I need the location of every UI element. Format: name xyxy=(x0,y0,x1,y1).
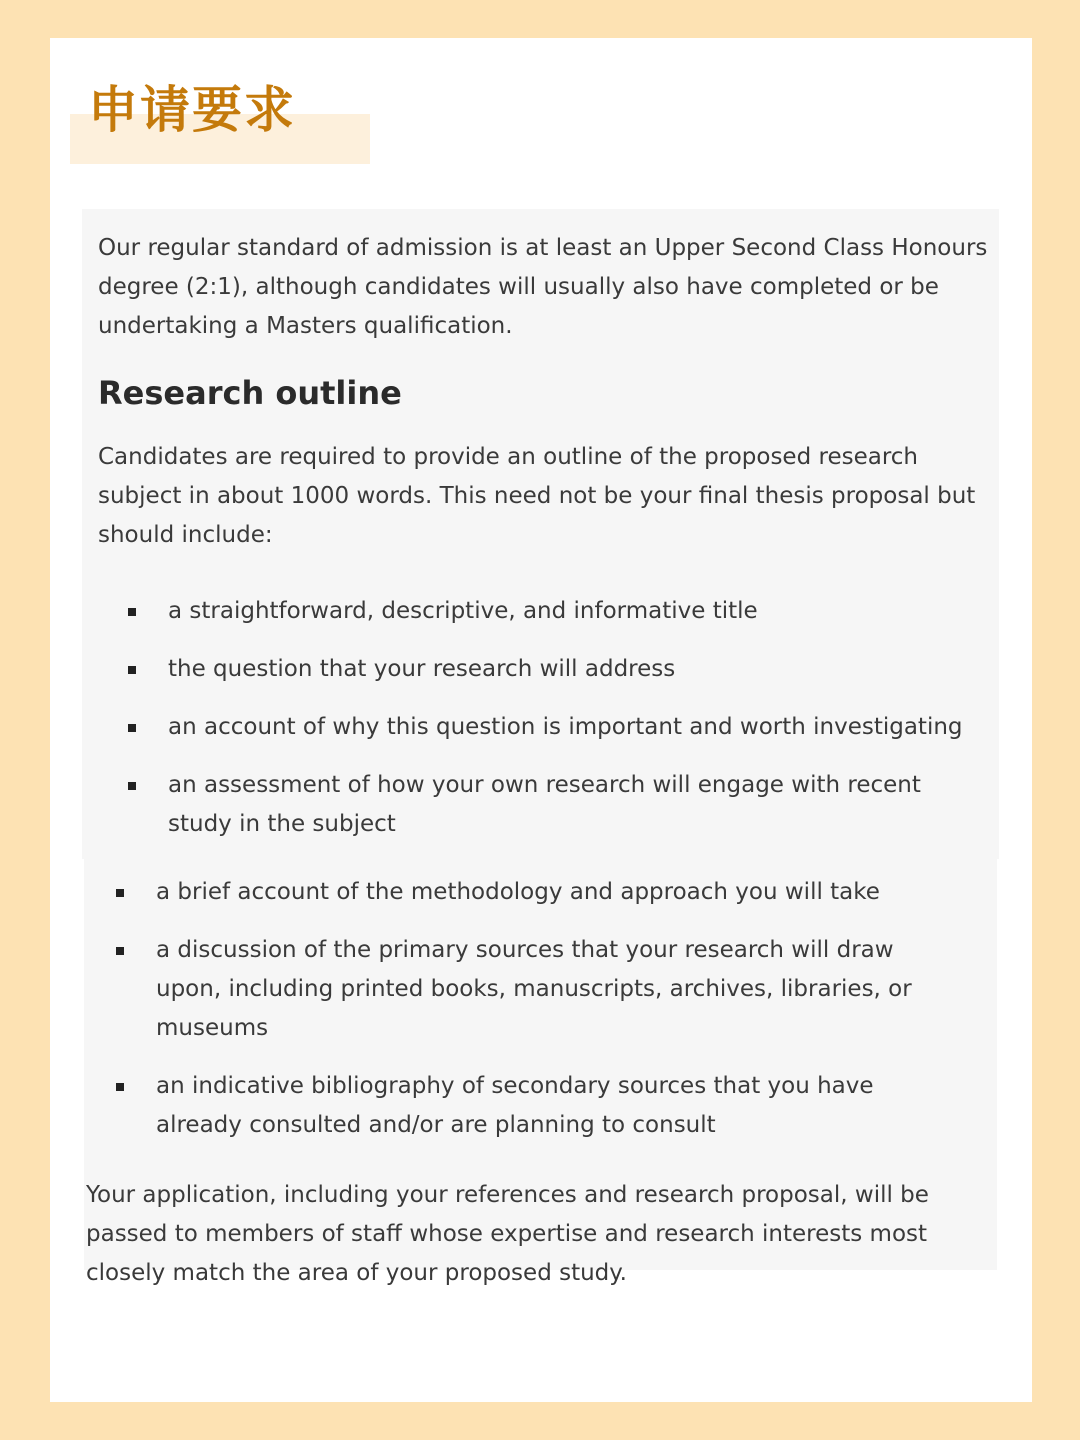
list-item xyxy=(86,1067,966,1145)
outline-list-bottom xyxy=(86,873,966,1145)
admission-standard-text: Our regular standard of admission is at least an Upper Second Class Honours degree (2:1), although candidates will usually also have completed or be undertaking a Masters qualification. xyxy=(98,235,988,339)
bullet-marker xyxy=(128,666,136,674)
research-outline-heading: Research outline xyxy=(98,374,402,412)
title-block xyxy=(70,80,370,164)
bullet-marker xyxy=(128,782,136,790)
list-item xyxy=(98,650,978,689)
closing-text: Your application, including your references and research proposal, will be passed to members of staff whose expertise and research interests most closely match the area of your proposed study. xyxy=(86,1182,929,1286)
bullet-marker xyxy=(116,889,124,897)
bullet-marker xyxy=(128,608,136,616)
list-item xyxy=(98,766,978,844)
list-item-text: a brief account of the methodology and approach you will take xyxy=(156,879,880,905)
page-title: 申请要求 xyxy=(88,81,296,139)
bullet-marker xyxy=(116,947,124,955)
list-item-text: the question that your research will address xyxy=(168,656,676,682)
list-item-text: a straightforward, descriptive, and informative title xyxy=(168,598,758,624)
list-item-text: an account of why this question is important and worth investigating xyxy=(168,714,963,740)
list-item-text: a discussion of the primary sources that your research will draw upon, including printed books, manuscripts, archives, libraries, or museums xyxy=(156,937,912,1041)
bullet-marker xyxy=(128,724,136,732)
requirements-panel-bottom xyxy=(84,859,997,1286)
bullet-marker xyxy=(116,1083,124,1091)
list-item xyxy=(98,592,978,631)
list-item xyxy=(98,708,978,747)
list-item-text: an indicative bibliography of secondary sources that you have already consulted and/or are planning to consult xyxy=(156,1073,874,1138)
list-item xyxy=(86,931,946,1048)
requirements-panel-top xyxy=(82,209,999,859)
list-item-text: an assessment of how your own research will engage with recent study in the subject xyxy=(168,772,921,837)
outline-list-top xyxy=(98,592,978,844)
content-card xyxy=(50,38,1032,1402)
list-item xyxy=(86,873,966,912)
research-outline-description: Candidates are required to provide an outline of the proposed research subject in about 1000 words. This need not be your final thesis proposal but should include: xyxy=(98,444,976,548)
